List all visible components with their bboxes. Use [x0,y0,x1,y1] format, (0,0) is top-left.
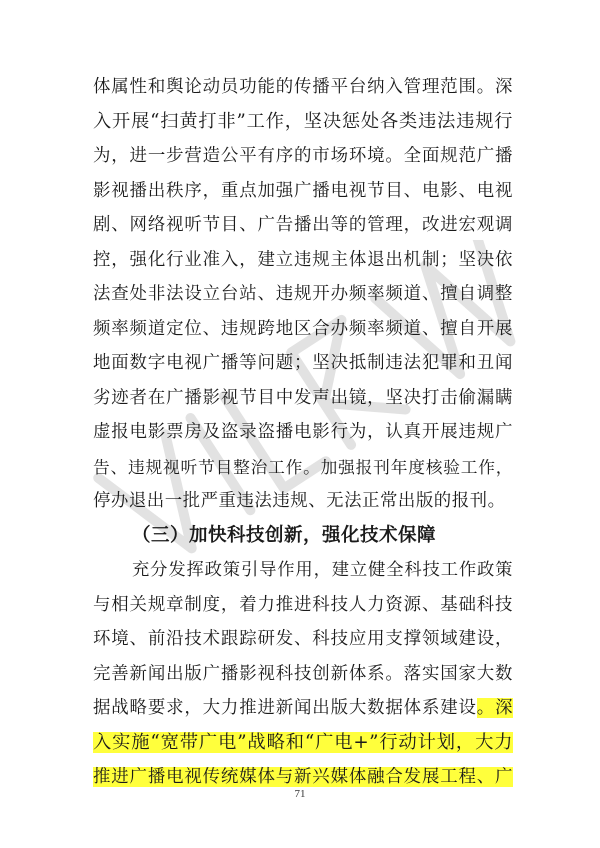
text-line: 入开展“扫黄打非”工作，坚决惩处各类违法违规行 [93,110,513,132]
paragraph-technology [93,553,513,795]
body-text [93,70,513,795]
text-line: 频率频道定位、违规跨地区合办频率频道、擅自开展 [93,318,513,339]
text-line: 为，进一步营造公平有序的市场环境。全面规范广播 [93,146,513,166]
text-line: 地面数字电视广播等问题；坚决抵制违法犯罪和丑闻 [93,353,513,373]
text-line: 虚报电影票房及盗录盗播电影行为，认真开展违规广 [93,422,513,442]
highlighted-text: 。深 [476,698,514,718]
text-line: 法查处非法设立台站、违规开办频率频道、擅自调整 [93,284,513,304]
text-span: 据战略要求，大力推进新闻出版大数据体系建设 [93,698,477,718]
text-line-highlighted [93,726,513,761]
text-line: 充分发挥政策引导作用，建立健全科技工作政策 [132,560,513,580]
text-line: 完善新闻出版广播影视科技创新体系。落实国家大数 [93,663,513,684]
text-line: 体属性和舆论动员功能的传播平台纳入管理范围。深 [93,77,513,97]
text-line-partial-highlight [93,691,513,726]
text-line: 告、违规视听节目整治工作。加强报刊年度核验工作， [93,456,513,477]
text-line: 环境、前沿技术跟踪研发、科技应用支撑领域建设， [93,629,513,649]
text-line: 停办退出一批严重违法违规、无法正常出版的报刊。 [93,491,506,511]
text-line: 影视播出秩序，重点加强广播电视节目、电影、电视 [93,180,513,201]
highlighted-text: 推进广播电视传统媒体与新兴媒体融合发展工程、广 [93,767,513,787]
highlighted-text: 入实施“宽带广电”战略和“广电+”行动计划，大力 [93,731,513,753]
section-heading: （三）加快科技创新，强化技术保障 [132,524,437,546]
page-number: 71 [294,788,306,800]
text-line: 剧、网络视听节目、广告播出等的管理，改进宏观调 [93,215,513,235]
text-line: 与相关规章制度，着力推进科技人力资源、基础科技 [93,594,513,615]
text-line: 控，强化行业准入，建立违规主体退出机制；坚决依 [93,249,513,270]
text-line: 劣迹者在广播影视节目中发声出镜，坚决打击偷漏瞒 [93,387,513,408]
paragraph-regulation [93,70,513,519]
